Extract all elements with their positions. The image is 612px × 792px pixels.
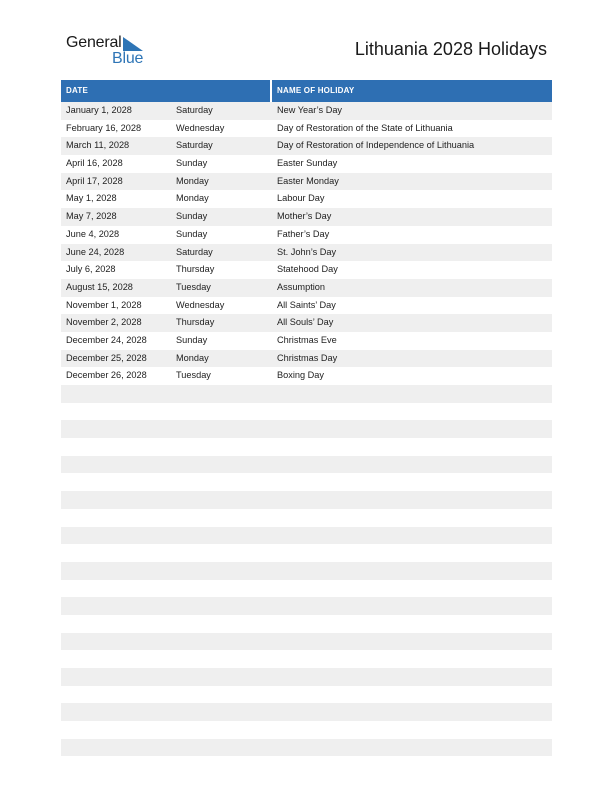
holiday-date: February 16, 2028 <box>66 122 142 133</box>
table-row <box>61 473 552 491</box>
logo-text-blue: Blue <box>112 50 144 67</box>
holiday-weekday: Saturday <box>176 105 213 115</box>
holiday-name: St. John’s Day <box>277 246 337 257</box>
holiday-weekday: Monday <box>176 175 209 186</box>
table-row <box>61 279 552 297</box>
holiday-weekday: Sunday <box>176 334 208 345</box>
table-row <box>61 190 552 208</box>
table-row <box>61 350 552 368</box>
holiday-weekday: Saturday <box>176 140 213 151</box>
holiday-weekday: Saturday <box>176 246 213 257</box>
table-row <box>61 739 552 757</box>
holiday-date: November 2, 2028 <box>66 317 142 328</box>
table-row <box>61 668 552 686</box>
holiday-name: New Year’s Day <box>277 105 343 115</box>
holiday-name: Easter Monday <box>277 175 339 186</box>
holiday-date: June 24, 2028 <box>66 246 125 257</box>
table-row <box>61 615 552 633</box>
table-row <box>61 633 552 651</box>
holiday-date: November 1, 2028 <box>66 299 142 310</box>
table-row <box>61 580 552 598</box>
holiday-date: December 26, 2028 <box>66 370 147 381</box>
table-row <box>61 597 552 615</box>
holiday-weekday: Sunday <box>176 211 208 222</box>
holiday-name: Easter Sunday <box>277 158 338 169</box>
holiday-weekday: Sunday <box>176 158 208 169</box>
holiday-weekday: Monday <box>176 352 209 363</box>
holiday-name: All Saints’ Day <box>277 299 336 310</box>
table-row <box>61 332 552 350</box>
holiday-table <box>61 80 552 756</box>
holiday-date: December 25, 2028 <box>66 352 147 363</box>
holiday-name: Christmas Eve <box>277 334 337 345</box>
table-row <box>61 703 552 721</box>
logo-triangle-icon <box>123 37 143 51</box>
logo-text-general: General <box>66 34 122 51</box>
table-row <box>61 420 552 438</box>
holiday-date: December 24, 2028 <box>66 334 147 345</box>
table-row <box>61 137 552 155</box>
table-header <box>61 80 552 102</box>
holiday-weekday: Thursday <box>176 317 215 328</box>
table-row <box>61 120 552 138</box>
holiday-name: Assumption <box>277 281 326 292</box>
table-row <box>61 155 552 173</box>
table-row <box>61 456 552 474</box>
holiday-name: Day of Restoration of the State of Lithuania <box>277 122 453 133</box>
table-row <box>61 226 552 244</box>
table-row <box>61 509 552 527</box>
table-row <box>61 562 552 580</box>
holiday-name: Boxing Day <box>277 370 324 381</box>
holiday-weekday: Wednesday <box>176 299 225 310</box>
holiday-name: Labour Day <box>277 193 325 204</box>
table-row <box>61 102 552 120</box>
holiday-weekday: Tuesday <box>176 370 211 381</box>
holiday-name: Statehood Day <box>277 264 338 275</box>
table-body <box>61 102 552 756</box>
holiday-name: All Souls’ Day <box>277 317 334 328</box>
table-row <box>61 208 552 226</box>
holiday-weekday: Wednesday <box>176 122 225 133</box>
table-row <box>61 314 552 332</box>
holiday-name: Father’s Day <box>277 228 330 239</box>
holiday-name: Mother’s Day <box>277 211 332 222</box>
table-row <box>61 650 552 668</box>
holiday-name: Christmas Day <box>277 352 338 363</box>
brand-logo <box>66 34 156 70</box>
holiday-weekday: Sunday <box>176 228 208 239</box>
holiday-date: May 7, 2028 <box>66 211 117 222</box>
holiday-weekday: Monday <box>176 193 209 204</box>
holiday-date: July 6, 2028 <box>66 264 116 275</box>
table-row <box>61 244 552 262</box>
holiday-name: Day of Restoration of Independence of Lithuania <box>277 140 475 151</box>
table-row <box>61 686 552 704</box>
table-row <box>61 527 552 545</box>
table-row <box>61 544 552 562</box>
column-header-date: DATE <box>66 86 88 95</box>
table-row <box>61 721 552 739</box>
table-row <box>61 438 552 456</box>
table-row <box>61 491 552 509</box>
holiday-weekday: Tuesday <box>176 281 211 292</box>
holiday-weekday: Thursday <box>176 264 215 275</box>
holiday-date: April 17, 2028 <box>66 175 123 186</box>
table-row <box>61 403 552 421</box>
holiday-date: May 1, 2028 <box>66 193 117 204</box>
table-row <box>61 173 552 191</box>
page-title: Lithuania 2028 Holidays <box>354 39 547 59</box>
holiday-date: January 1, 2028 <box>66 105 132 115</box>
table-row <box>61 297 552 315</box>
header-column-divider <box>270 80 272 102</box>
holiday-date: August 15, 2028 <box>66 281 133 292</box>
table-row <box>61 385 552 403</box>
holiday-date: June 4, 2028 <box>66 228 120 239</box>
table-row <box>61 367 552 385</box>
table-row <box>61 261 552 279</box>
holiday-date: April 16, 2028 <box>66 158 123 169</box>
column-header-name: NAME OF HOLIDAY <box>277 86 355 95</box>
holiday-date: March 11, 2028 <box>66 140 130 151</box>
